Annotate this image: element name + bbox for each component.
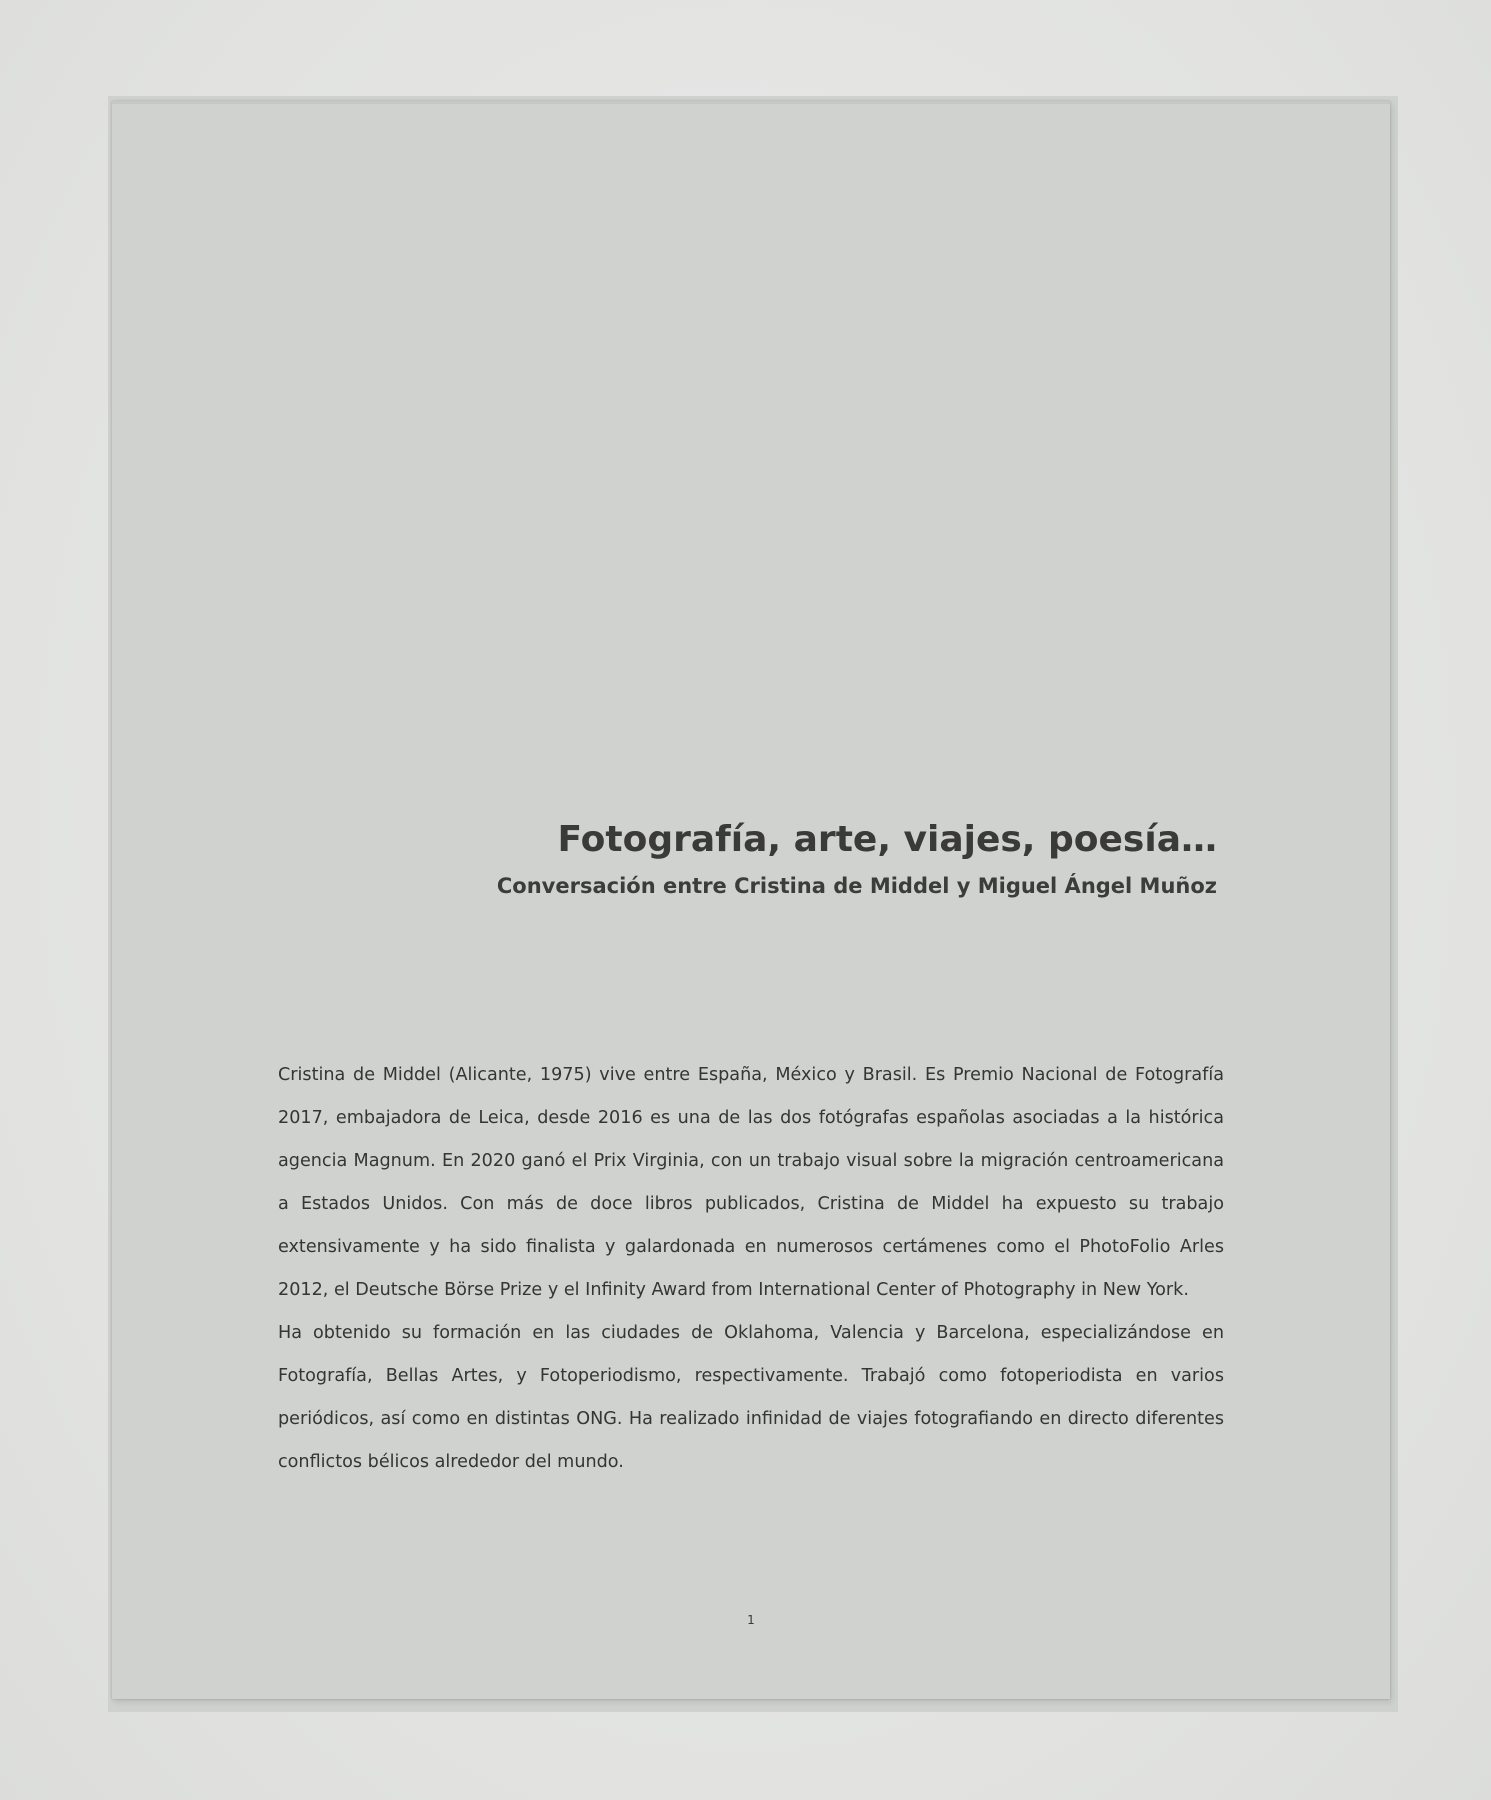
- document-subtitle: Conversación entre Cristina de Middel y Miguel Ángel Muñoz: [496, 874, 1217, 898]
- document-title: Fotografía, arte, viajes, poesía…: [557, 819, 1217, 860]
- body-text: [278, 1054, 1224, 1484]
- page-number: 1: [747, 1613, 755, 1627]
- document-page: [112, 101, 1390, 1699]
- page-top-edge: [112, 101, 1390, 104]
- body-paragraph: Ha obtenido su formación en las ciudades de Oklahoma, Valencia y Barcelona, especializándose en Fotografía, Bellas Artes, y Fotoperiodismo, respectivamente. Trabajó como fotoperiodista en varios periódicos, así como en distintas ONG. Ha realizado infinidad de viajes fotografiando en directo diferentes conflictos bélicos alrededor del mundo.: [278, 1323, 1224, 1472]
- body-paragraph: Cristina de Middel (Alicante, 1975) vive entre España, México y Brasil. Es Premio Nacional de Fotografía 2017, embajadora de Leica, desde 2016 es una de las dos fotógrafas españolas asociadas a la histórica agencia Magnum. En 2020 ganó el Prix Virginia, con un trabajo visual sobre la migración centroamericana a Estados Unidos. Con más de doce libros publicados, Cristina de Middel ha expuesto su trabajo extensivamente y ha sido finalista y galardonada en numerosos certámenes como el PhotoFolio Arles 2012, el Deutsche Börse Prize y el Infinity Award from International Center of Photography in New York.: [278, 1065, 1224, 1300]
